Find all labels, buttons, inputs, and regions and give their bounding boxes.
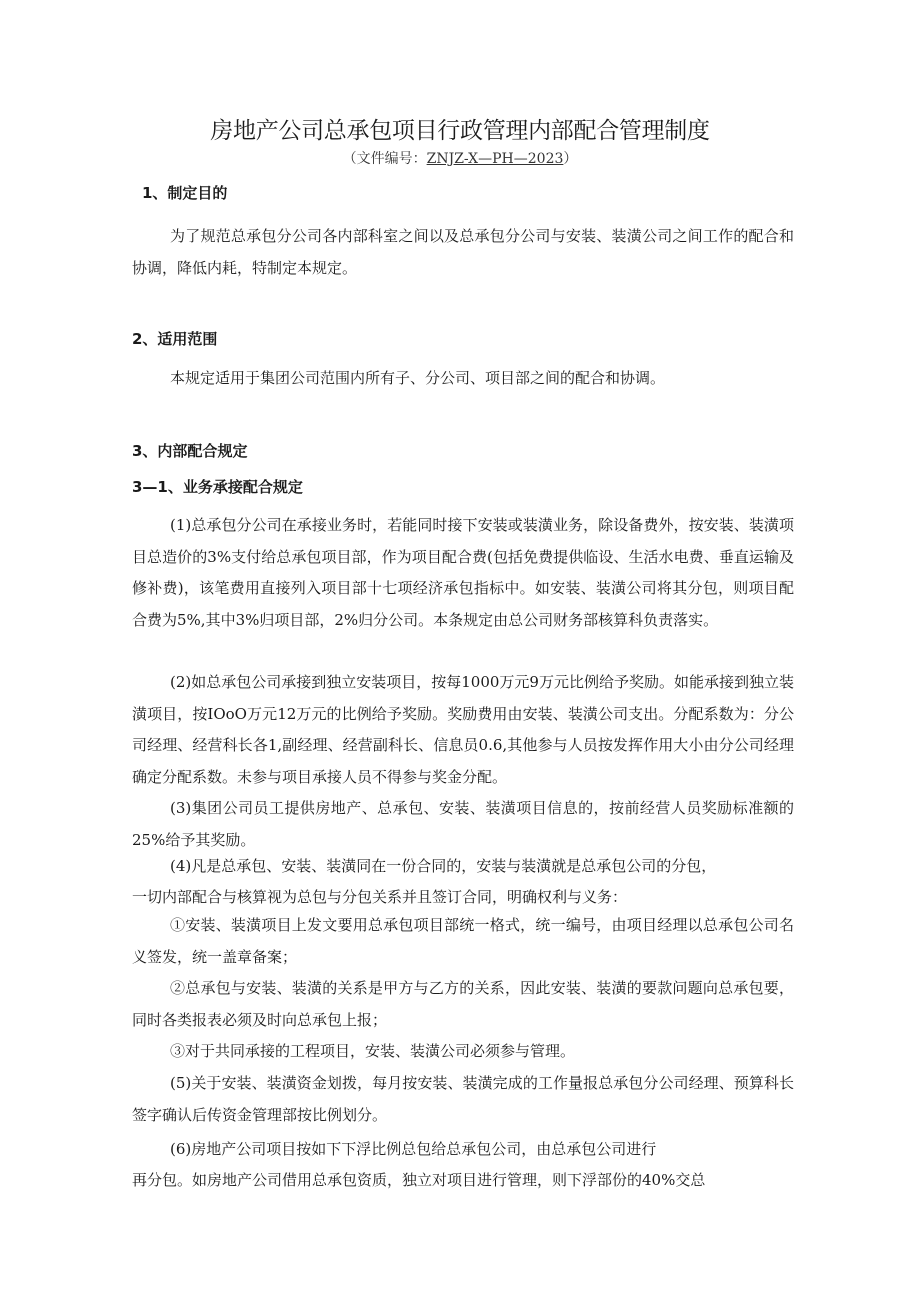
section-1-text: 为了规范总承包分公司各内部科室之间以及总承包分公司与安装、装潢公司之间工作的配合和协调，降低内耗，特制定本规定。 [132,227,794,277]
section-2-text: 本规定适用于集团公司范围内所有子、分公司、项目部之间的配合和协调。 [170,369,666,387]
clause-1: ①安装、装潢项目上发文要用总承包项目部统一格式，统一编号，由项目经理以总承包公司名义签发，统一盖章备案； [132,916,794,966]
subsection-3-1-heading: 3—1、业务承接配合规定 [132,478,303,496]
paragraph-6-line-2: 再分包。如房地产公司借用总承包资质，独立对项目进行管理，则下浮部份的40%交总 [132,1171,706,1189]
paragraph-4-line-2: 一切内部配合与核算视为总包与分包关系并且签订合同，明确权利与义务： [132,888,628,906]
section-1-heading: 1、制定目的 [142,184,228,202]
document-number: （文件编号：ZNJZ-X—PH—2023） [342,151,578,167]
paragraph-3: (3)集团公司员工提供房地产、总承包、安装、装潢项目信息的，按前经营人员奖励标准额的25%给予其奖励。 [132,799,794,849]
section-2-heading: 2、适用范围 [132,330,218,348]
paragraph-6-line-1: (6)房地产公司项目按如下下浮比例总包给总承包公司，由总承包公司进行 [170,1140,657,1158]
paragraph-1: (1)总承包分公司在承接业务时，若能同时接下安装或装潢业务，除设备费外，按安装、装潢项目总造价的3%支付给总承包项目部，作为项目配合费(包括免费提供临设、生活水电费、垂直运输及修补费)，该笔费用直接列入项目部十七项经济承包指标中。如安装、装潢公司将其分包，则项目配合费为5%,其中3%归项目部，2%归分公司。本条规定由总公司财务部核算科负责落实。 [132,516,794,629]
document-code: ZNJZ-X—PH—2023 [426,151,564,167]
document-title: 房地产公司总承包项目行政管理内部配合管理制度 [210,118,710,144]
paragraph-4-line-1: (4)凡是总承包、安装、装潢同在一份合同的，安装与装潢就是总承包公司的分包， [170,857,717,875]
clause-3: ③对于共同承接的工程项目，安装、装潢公司必须参与管理。 [170,1042,576,1060]
clause-2: ②总承包与安装、装潢的关系是甲方与乙方的关系，因此安装、装潢的要款问题向总承包要，同时各类报表必须及时向总承包上报； [132,979,794,1029]
section-3-heading: 3、内部配合规定 [132,442,248,460]
paragraph-5: (5)关于安装、装潢资金划拨，每月按安装、装潢完成的工作量报总承包分公司经理、预算科长签字确认后传资金管理部按比例划分。 [132,1074,794,1124]
paragraph-2: (2)如总承包公司承接到独立安装项目，按每1000万元9万元比例给予奖励。如能承接到独立装潢项目，按IOoO万元12万元的比例给予奖励。奖励费用由安装、装潢公司支出。分配系数为：分公司经理、经营科长各1,副经理、经营副科长、信息员0.6,其他参与人员按发挥作用大小由分公司经理确定分配系数。未参与项目承接人员不得参与奖金分配。 [132,673,794,786]
